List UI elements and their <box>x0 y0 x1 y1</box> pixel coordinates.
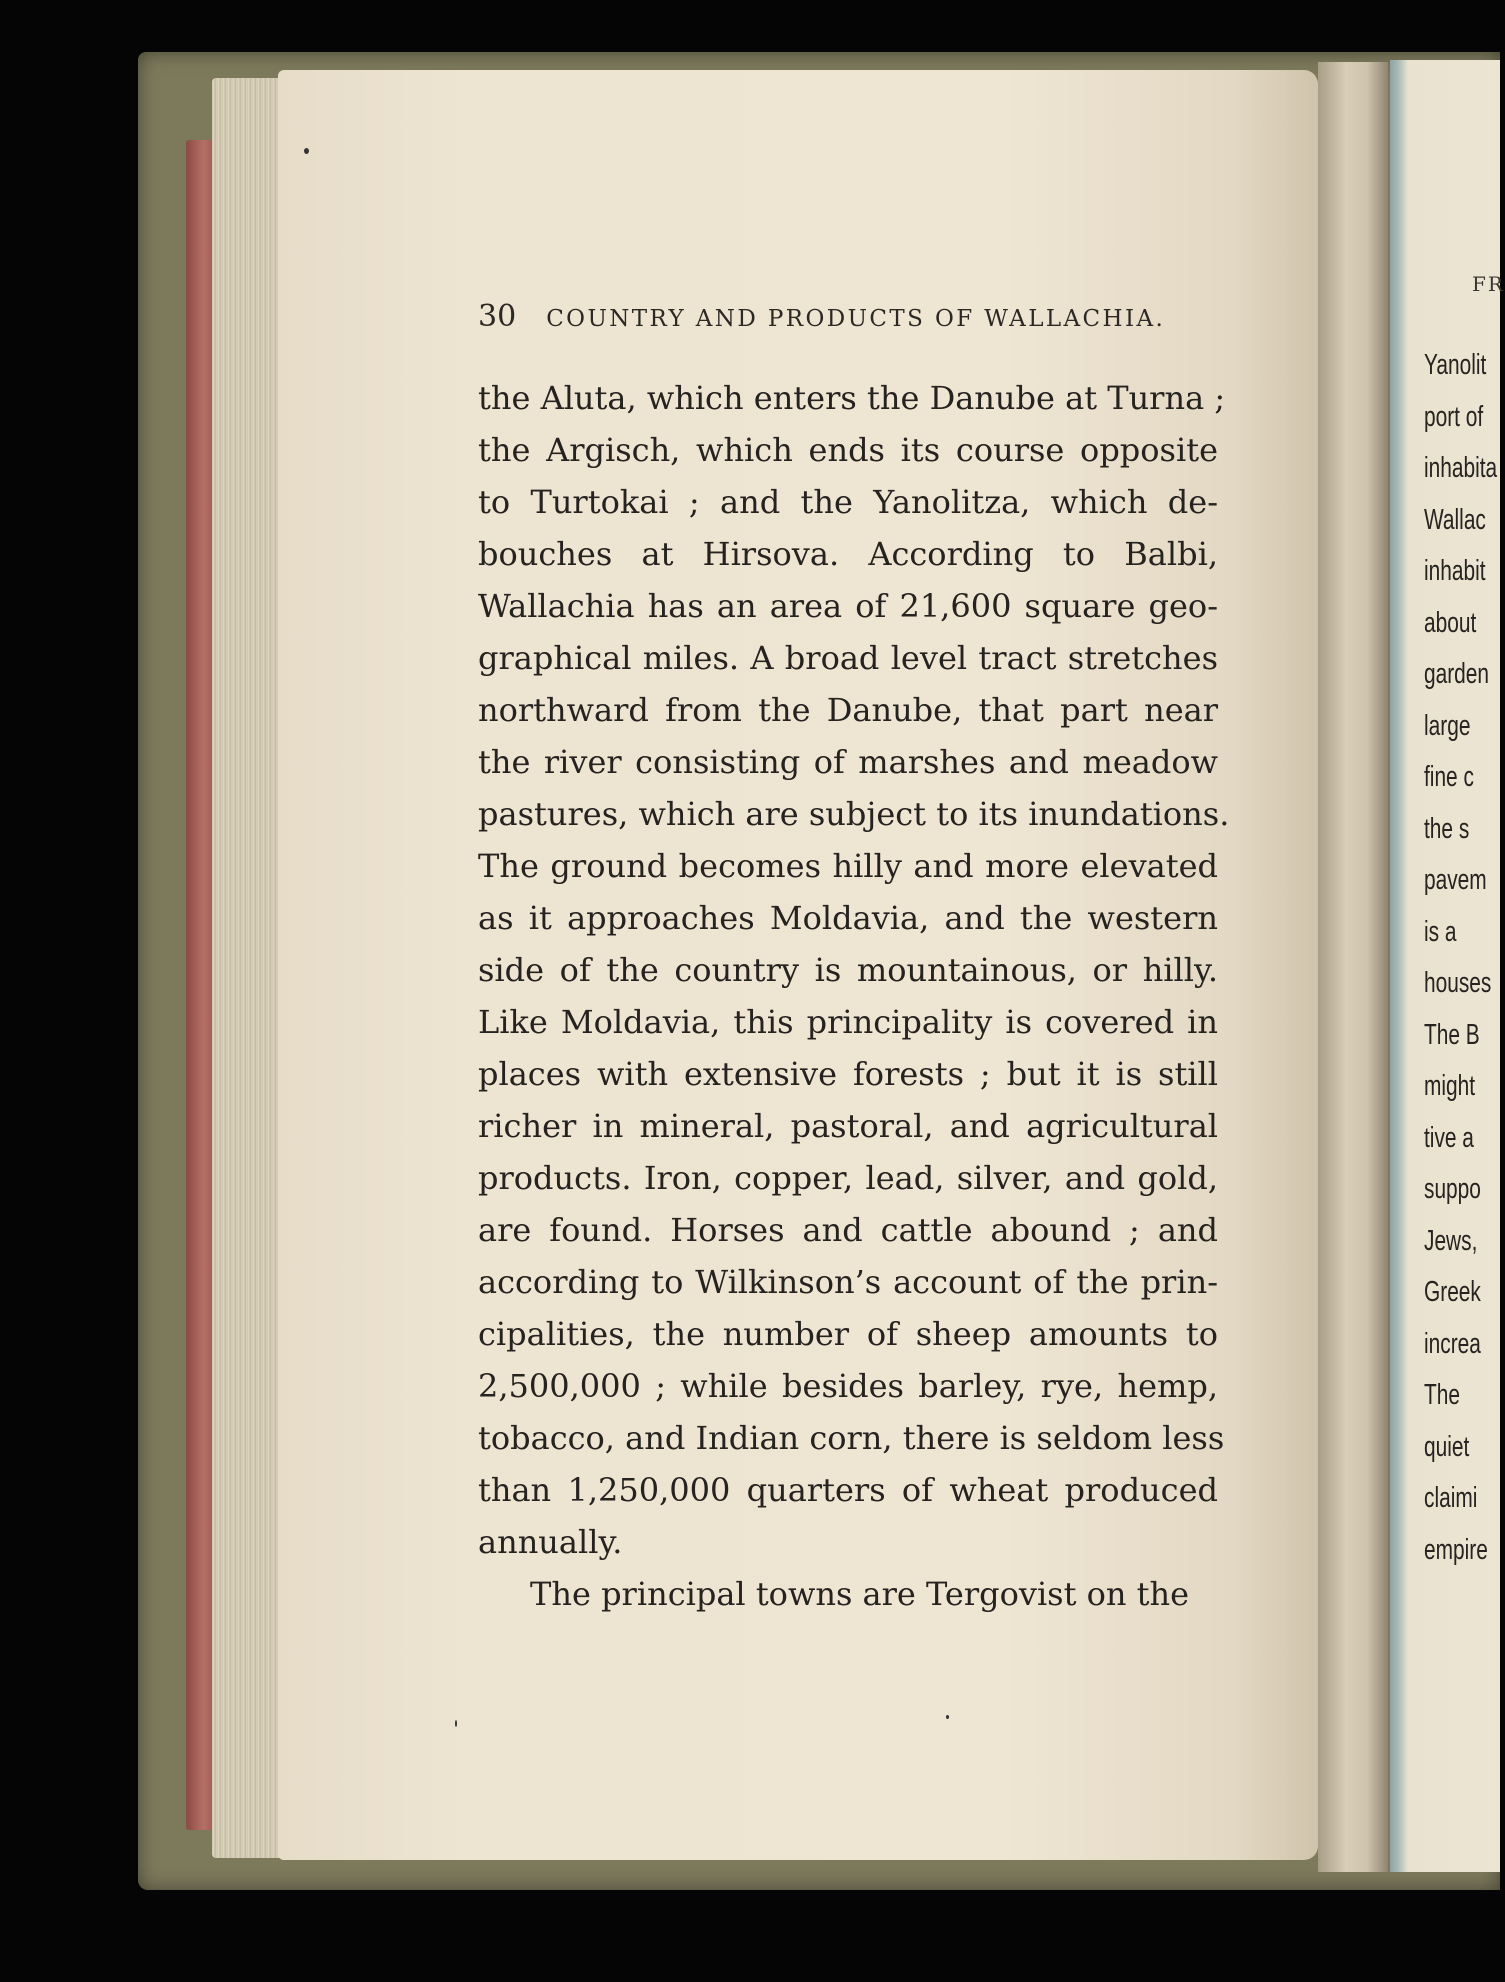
page-number: 30 <box>478 299 517 334</box>
right-line: is a <box>1424 915 1457 948</box>
text-line: northward from the Danube, that part near <box>478 691 1218 729</box>
text-line: places with extensive forests ; but it is still <box>478 1055 1218 1093</box>
right-line: empire <box>1424 1533 1488 1566</box>
text-line: The principal towns are Tergovist on the <box>530 1575 1190 1613</box>
text-line: bouches at Hirsova. According to Balbi, <box>478 535 1218 573</box>
right-line: quiet <box>1424 1430 1470 1463</box>
right-page-header-fragment: FR <box>1472 272 1505 296</box>
running-head: COUNTRY AND PRODUCTS OF WALLACHIA. <box>546 306 1166 332</box>
right-line: about <box>1424 606 1477 639</box>
right-line: Wallac <box>1424 503 1486 536</box>
body-text <box>478 372 1230 1620</box>
right-line: The <box>1424 1379 1460 1411</box>
text-line: according to Wilkinson’s account of the prin- <box>478 1263 1218 1301</box>
text-line: Wallachia has an area of 21,600 square geo- <box>478 587 1218 625</box>
paper-speck <box>455 1720 457 1727</box>
text-line: The ground becomes hilly and more elevated <box>478 847 1218 885</box>
text-line: than 1,250,000 quarters of wheat produced <box>478 1471 1218 1509</box>
text-line: the Argisch, which ends its course opposite <box>478 431 1218 469</box>
text-line: the Aluta, which enters the Danube at Turna ; <box>478 379 1226 417</box>
text-line: pastures, which are subject to its inundations. <box>478 795 1230 833</box>
page-header <box>478 299 1208 334</box>
right-line: might <box>1424 1070 1476 1102</box>
right-line: the s <box>1424 812 1470 845</box>
text-line: tobacco, and Indian corn, there is seldom less <box>478 1419 1225 1457</box>
text-line: Like Moldavia, this principality is covered in <box>478 1003 1218 1041</box>
right-line: large <box>1424 709 1471 742</box>
right-line: port of <box>1424 400 1484 433</box>
text-line: cipalities, the number of sheep amounts to <box>478 1315 1218 1353</box>
page-edges <box>212 78 288 1858</box>
text-line: the river consisting of marshes and meadow <box>478 743 1218 781</box>
text-line: as it approaches Moldavia, and the western <box>478 899 1218 937</box>
right-line: inhabit <box>1424 555 1486 587</box>
right-line: garden <box>1424 658 1490 690</box>
right-line: claimi <box>1424 1482 1478 1514</box>
text-line: are found. Horses and cattle abound ; and <box>478 1211 1218 1249</box>
right-line: Yanolit <box>1424 349 1487 381</box>
text-line: side of the country is mountainous, or hilly. <box>478 951 1218 989</box>
text-line: to Turtokai ; and the Yanolitza, which de- <box>478 483 1218 521</box>
right-line: The B <box>1424 1018 1480 1051</box>
right-line: pavem <box>1424 864 1487 896</box>
right-line: tive a <box>1424 1121 1474 1154</box>
right-line: Jews, <box>1424 1224 1478 1257</box>
text-line: annually. <box>478 1523 623 1561</box>
right-line: Greek <box>1424 1276 1481 1308</box>
right-line: suppo <box>1424 1173 1481 1205</box>
paper-speck <box>946 1715 949 1719</box>
text-line: richer in mineral, pastoral, and agricultural <box>478 1107 1218 1145</box>
right-line: fine c <box>1424 761 1474 793</box>
right-line: houses <box>1424 967 1492 999</box>
paper-speck <box>304 148 309 154</box>
right-page-text-fragments <box>1424 340 1498 1576</box>
text-line: products. Iron, copper, lead, silver, and gold, <box>478 1159 1218 1197</box>
text-line: 2,500,000 ; while besides barley, rye, hemp, <box>478 1367 1218 1405</box>
text-line: graphical miles. A broad level tract stretches <box>478 639 1218 677</box>
right-line: inhabita <box>1424 452 1498 484</box>
book-gutter <box>1318 62 1388 1872</box>
right-line: increa <box>1424 1327 1481 1360</box>
